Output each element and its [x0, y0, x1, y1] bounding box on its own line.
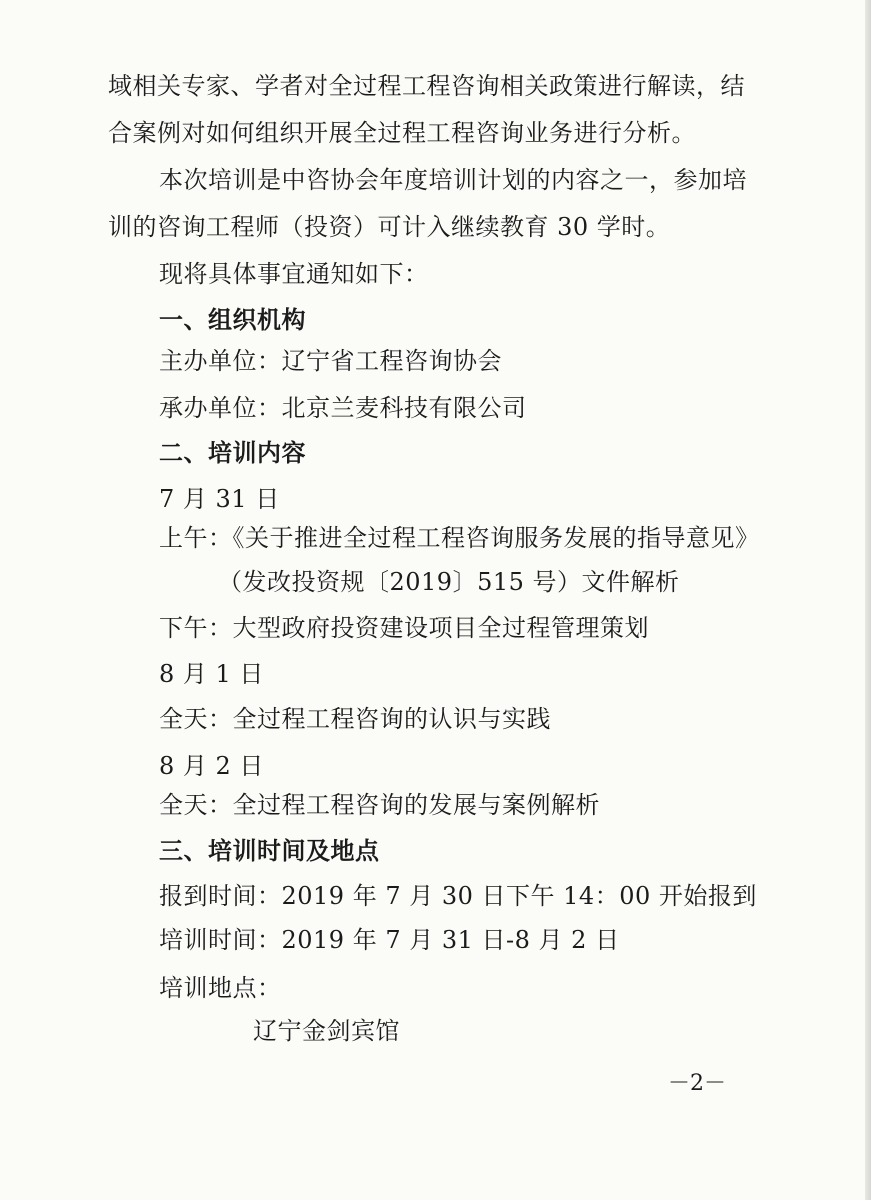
afternoon-session: 下午：大型政府投资建设项目全过程管理策划: [159, 614, 649, 642]
co-organizer: 承办单位：北京兰麦科技有限公司: [159, 394, 527, 422]
training-date-2: 8 月 1 日: [159, 660, 264, 688]
section-1-heading: 一、组织机构: [159, 306, 306, 334]
paragraph-2-line-1: 本次培训是中咨协会年度培训计划的内容之一，参加培: [159, 166, 747, 194]
section-3-heading: 三、培训时间及地点: [159, 837, 380, 865]
training-location-label: 培训地点：: [159, 974, 282, 1002]
morning-session-document: （发改投资规〔2019〕515 号）文件解析: [218, 568, 680, 596]
notice-intro: 现将具体事宜通知如下：: [159, 260, 429, 288]
morning-session-title: 上午：《关于推进全过程工程咨询服务发展的指导意见》: [159, 524, 760, 552]
registration-time: 报到时间：2019 年 7 月 30 日下午 14：00 开始报到: [159, 882, 757, 910]
paragraph-1-line-1: 域相关专家、学者对全过程工程咨询相关政策进行解读，结: [108, 72, 745, 100]
date-3-session: 全天：全过程工程咨询的发展与案例解析: [159, 791, 600, 819]
scan-edge: [865, 0, 871, 1200]
training-date-3: 8 月 2 日: [159, 752, 264, 780]
training-time: 培训时间：2019 年 7 月 31 日-8 月 2 日: [159, 926, 620, 954]
paragraph-1-line-2: 合案例对如何组织开展全过程工程咨询业务进行分析。: [108, 119, 696, 147]
paragraph-2-line-2: 训的咨询工程师（投资）可计入继续教育 30 学时。: [108, 213, 671, 241]
training-location: 辽宁金剑宾馆: [253, 1017, 400, 1045]
organizer: 主办单位：辽宁省工程咨询协会: [159, 347, 502, 375]
training-date-1: 7 月 31 日: [159, 485, 280, 513]
page-number: －2－: [668, 1071, 726, 1096]
section-2-heading: 二、培训内容: [159, 439, 306, 467]
date-2-session: 全天：全过程工程咨询的认识与实践: [159, 705, 551, 733]
